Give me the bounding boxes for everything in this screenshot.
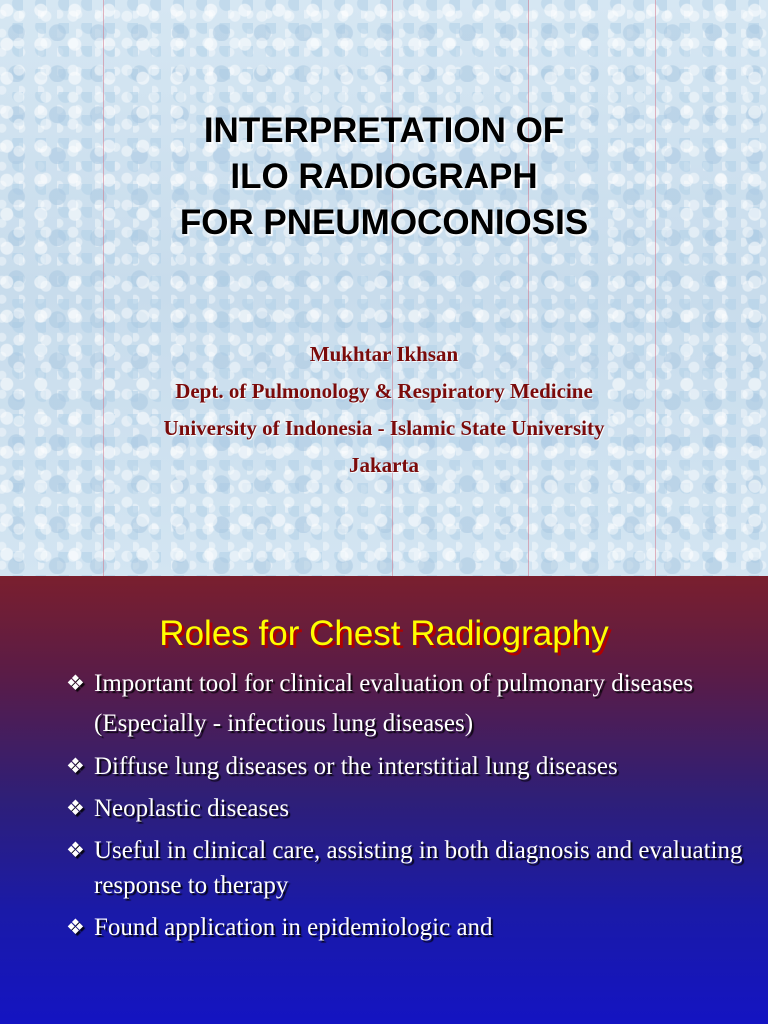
bullet-text: Diffuse lung diseases or the interstitial lung diseases bbox=[94, 753, 618, 780]
bullet-item bbox=[66, 666, 756, 701]
diamond-bullet-icon: ❖ bbox=[66, 671, 85, 695]
author-block bbox=[0, 336, 768, 484]
diamond-bullet-icon: ❖ bbox=[66, 796, 85, 820]
author-name: Mukhtar Ikhsan bbox=[309, 342, 459, 366]
diamond-bullet-icon: ❖ bbox=[66, 754, 85, 778]
slide-title bbox=[0, 108, 768, 246]
bullet-item bbox=[66, 791, 756, 826]
diamond-bullet-icon: ❖ bbox=[66, 838, 85, 862]
title-line-3: FOR PNEUMOCONIOSIS bbox=[179, 203, 589, 242]
title-line-2: ILO RADIOGRAPH bbox=[230, 157, 538, 196]
background-rule bbox=[103, 0, 104, 576]
bullet-text: Important tool for clinical evaluation of pulmonary diseases bbox=[94, 670, 694, 697]
bullet-item bbox=[66, 749, 756, 784]
title-line-1: INTERPRETATION OF bbox=[203, 111, 565, 150]
bullet-text: Found application in epidemiologic and bbox=[94, 914, 493, 941]
bullet-text: Useful in clinical care, assisting in both diagnosis and evaluating response to therapy bbox=[94, 837, 743, 899]
slide-heading: Roles for Chest Radiography bbox=[159, 614, 609, 653]
bullet-item bbox=[66, 833, 756, 903]
author-city: Jakarta bbox=[349, 453, 419, 477]
diamond-bullet-icon: ❖ bbox=[66, 915, 85, 939]
bullet-text: Neoplastic diseases bbox=[94, 795, 290, 822]
bullet-list bbox=[66, 666, 756, 952]
background-rule bbox=[655, 0, 656, 576]
bullet-subnote: (Especially - infectious lung diseases) bbox=[94, 710, 474, 737]
author-department: Dept. of Pulmonology & Respiratory Medicine bbox=[175, 379, 593, 403]
bullet-item bbox=[66, 910, 756, 945]
author-university: University of Indonesia - Islamic State University bbox=[163, 416, 605, 440]
content-slide bbox=[0, 576, 768, 1024]
background-rule bbox=[392, 0, 393, 576]
background-rule bbox=[528, 0, 529, 576]
